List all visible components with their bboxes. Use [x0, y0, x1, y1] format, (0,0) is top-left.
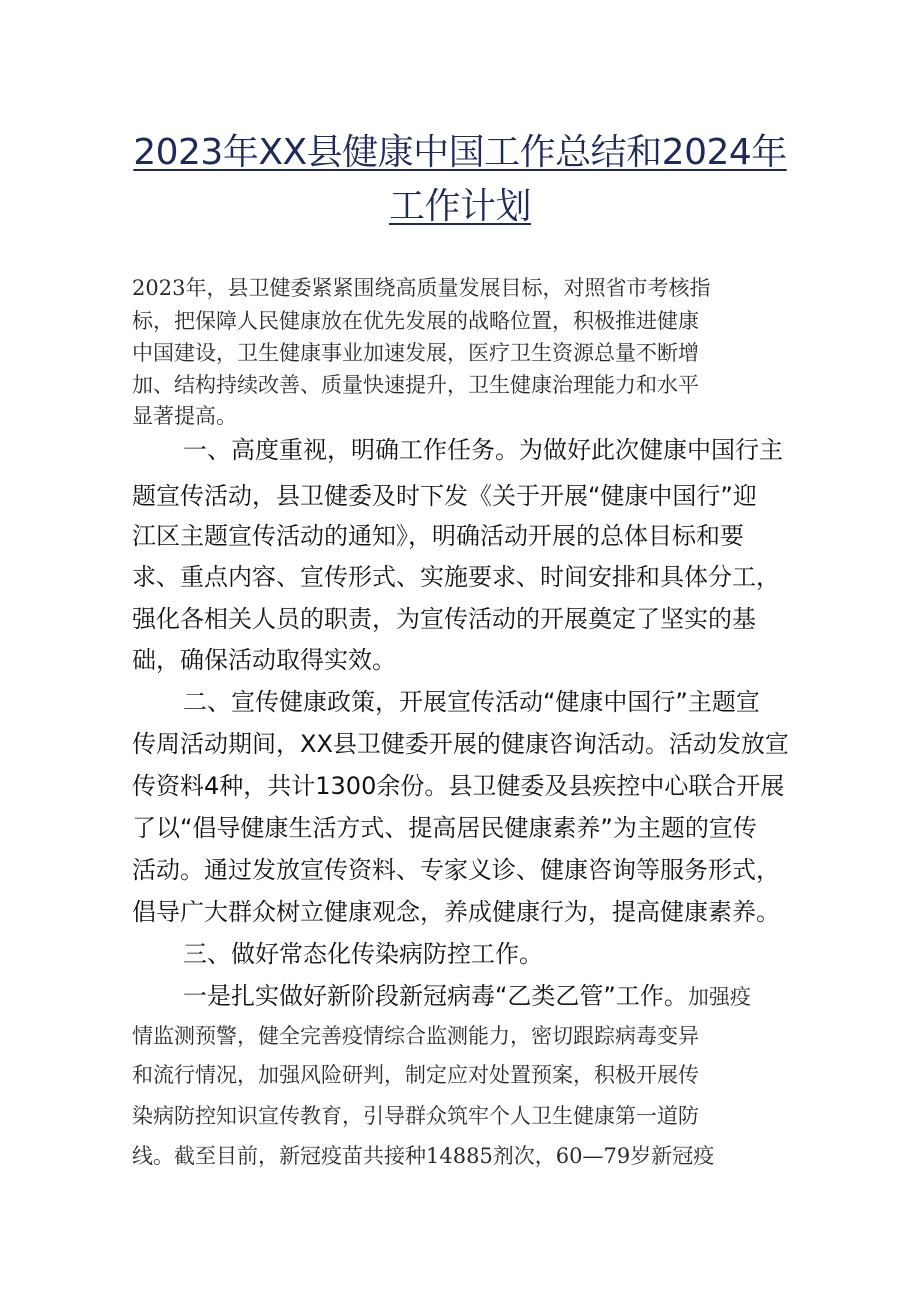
section-3-line: 染病防控知识宣传教育，引导群众筑牢个人卫生健康第一道防 — [132, 1104, 699, 1128]
section-1-line: 江区主题宣传活动的通知》，明确活动开展的总体目标和要 — [132, 522, 744, 550]
document-title-line-1: 2023年XX县健康中国工作总结和2024年 — [133, 132, 787, 173]
section-3-heading: 三、做好常态化传染病防控工作。 — [183, 940, 543, 968]
intro-line: 加、结构持续改善、质量快速提升，卫生健康治理能力和水平 — [132, 373, 699, 397]
intro-line: 2023年，县卫健委紧紧围绕高质量发展目标，对照省市考核指 — [132, 276, 711, 300]
section-3-sub-line — [183, 976, 751, 1011]
section-2-line: 二、宣传健康政策，开展宣传活动“健康中国行”主题宣 — [183, 688, 760, 716]
intro-line: 显著提高。 — [132, 404, 237, 428]
section-2-line: 了以“倡导健康生活方式、提高居民健康素养”为主题的宣传 — [132, 814, 757, 842]
section-1-line: 一、高度重视，明确工作任务。为做好此次健康中国行主 — [183, 436, 783, 464]
section-2-line: 活动。通过发放宣传资料、专家义诊、健康咨询等服务形式， — [132, 856, 780, 884]
section-2-line: 传资料4种，共计1300余份。县卫健委及县疾控中心联合开展 — [132, 772, 785, 800]
section-1-line: 础，确保活动取得实效。 — [132, 646, 396, 674]
section-3-sub-heading: 一是扎实做好新阶段新冠病毒“乙类乙管”工作。 — [183, 982, 688, 1010]
intro-line: 中国建设，卫生健康事业加速发展，医疗卫生资源总量不断增 — [132, 341, 699, 365]
section-1-line: 题宣传活动，县卫健委及时下发《关于开展“健康中国行”迎 — [132, 482, 757, 510]
section-3-line: 和流行情况，加强风险研判，制定应对处置预案，积极开展传 — [132, 1063, 699, 1087]
section-2-line: 传周活动期间，XX县卫健委开展的健康咨询活动。活动发放宣 — [132, 730, 789, 758]
section-3-line: 情监测预警，健全完善疫情综合监测能力，密切跟踪病毒变异 — [132, 1024, 699, 1048]
section-3-sub-rest: 加强疫 — [687, 985, 751, 1009]
section-3-line: 线。截至目前，新冠疫苗共接种14885剂次，60—79岁新冠疫 — [132, 1144, 715, 1168]
document-title-line-2: 工作计划 — [388, 186, 531, 227]
section-1-line: 求、重点内容、宣传形式、实施要求、时间安排和具体分工， — [132, 563, 780, 591]
section-1-line: 强化各相关人员的职责，为宣传活动的开展奠定了坚实的基 — [132, 605, 756, 633]
section-2-line: 倡导广大群众树立健康观念，养成健康行为，提高健康素养。 — [132, 898, 780, 926]
intro-line: 标，把保障人民健康放在优先发展的战略位置，积极推进健康 — [132, 309, 699, 333]
